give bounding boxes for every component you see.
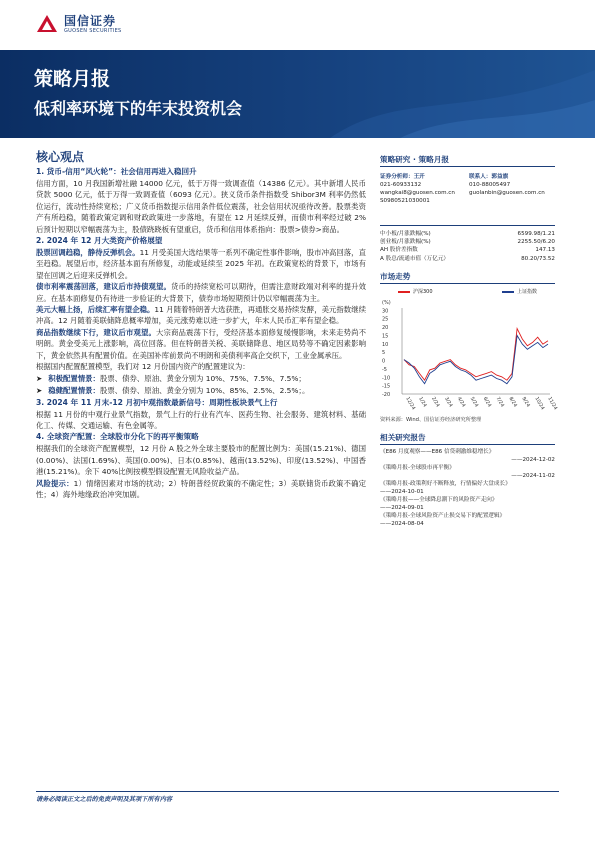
- main-column: [36, 148, 366, 500]
- y-tick-label: 15: [382, 333, 389, 340]
- analyst2-email[interactable]: guolanbin@guosen.com.cn: [469, 190, 545, 196]
- title-banner: [0, 50, 595, 138]
- stat-row: [380, 230, 555, 238]
- subheading-3: 3. 2024 年 11 月末-12 月初中观指数最新信号：周期性板块景气上行: [36, 397, 278, 407]
- logo-mark-icon: [36, 14, 58, 36]
- subheading-1: 1. 货币-信用“风火轮”：社会信用再进入稳回升: [36, 167, 197, 176]
- legend-item-index: [502, 288, 537, 296]
- market-trend-svg: [380, 298, 558, 416]
- x-tick-label: 10/24: [533, 396, 545, 411]
- x-tick-label: 7/24: [494, 396, 505, 409]
- market-chart-heading: 市场走势: [380, 271, 555, 284]
- stocks-text: 11 月受美国大选结果等一系列不确定性事件影响，股市冲高回落，直至趋稳。展望后市，经济基本面有所修复，动能或延续至 2025 年初。在政策宽松的背景下，市场有望在回调之后迎来反弹机会。: [36, 248, 366, 280]
- report-item[interactable]: [380, 480, 555, 496]
- stat-value: 6599.98/1.21: [517, 231, 555, 237]
- legend-swatch: [502, 291, 514, 293]
- stocks-label: 股票回调趋稳，静待反弹机会。: [36, 248, 140, 258]
- y-tick-label: 30: [382, 308, 389, 315]
- x-tick-label: 6/24: [481, 396, 492, 409]
- risk-text: 1）情绪因素对市场的扰动；2）特朗普经贸政策的不确定性；3）美联储货币政策不确定性；4）海外地缘政治冲突加剧。: [36, 478, 366, 499]
- analyst1-email[interactable]: wangkai8@guosen.com.cn: [380, 190, 455, 196]
- y-tick-label: 25: [382, 316, 389, 323]
- report-title: 《E86 月度观察——E86 信贷刺激维稳增长》: [380, 448, 495, 455]
- steady-label: 稳健配置情景：: [48, 385, 100, 395]
- x-tick-label: 12/24: [404, 396, 416, 411]
- logo-cn: 国信证券: [64, 14, 117, 28]
- usd-label: 美元大幅上扬，后续汇率有望企稳。: [36, 305, 155, 315]
- series-line-0: [404, 328, 548, 380]
- x-tick-label: 8/24: [507, 396, 518, 409]
- y-tick-label: 20: [382, 324, 389, 331]
- footer-divider: [36, 791, 559, 792]
- paragraph-credit: 信用方面，10 月我国新增社融 14000 亿元，低于万得一致调查值（14386 亿元）。其中新增人民币贷款 5000 亿元，低于万得一致调查值（6093 亿元）。狭义货币条件指数受 Shibor3M 利率仍然低位运行，流动性持续宽松；广义货币指数提示信用条件低位震荡，社会信用状况亟待改善。股票类资产有所趋稳，随着政策定调和财政政策进一步落地，有望在 12 月延续反弹，而债市利率经过破 2%后预计短期以窄幅震荡为主，股债跷跷板有望重启，货币和信用体系指向：股票>债券>商品。: [36, 179, 366, 234]
- aggressive-text: 股票、债券、原油、黄金分别为 10%、75%、7.5%、7.5%；: [99, 373, 306, 383]
- analysts: [380, 173, 555, 205]
- y-tick-label: -15: [382, 383, 391, 390]
- paragraph-bonds: [36, 281, 366, 304]
- logo-en: GUOSEN SECURITIES: [64, 28, 122, 34]
- bonds-text: 货币的持续宽松可以期待，但需注意财政端对利率的提升效应。在基本面修复仍有待进一步验证的大背景下，债券市场短期预计仍以窄幅震荡为主。: [36, 282, 366, 303]
- stat-row: [380, 255, 555, 263]
- paragraph-stocks: [36, 247, 366, 281]
- related-reports: [380, 448, 555, 528]
- report-title: 《策略月报-全球风险资产止损交易下的配置逻辑》: [380, 512, 506, 519]
- risk-label: 风险提示：: [36, 478, 74, 488]
- paragraph-allocation: 根据国内配置配置模型，我们对 12 月份国内资产的配置建议为：: [36, 362, 250, 372]
- banner-wave-decoration: [0, 50, 595, 138]
- stat-row: [380, 238, 555, 246]
- steady-text: 股票、债券、原油、黄金分别为 10%、85%、2.5%、2.5%；。: [99, 385, 310, 395]
- paragraph-risk: [36, 478, 366, 501]
- analyst2-label: 联系人：: [469, 174, 492, 180]
- report-type: 策略月报: [34, 68, 111, 90]
- stats-title: [380, 215, 555, 226]
- y-tick-label: -10: [382, 375, 391, 382]
- stat-label: 中小板/月涨跌幅(%): [380, 231, 431, 237]
- arrow-icon: ➤: [36, 373, 43, 383]
- legend-item-hs300: [398, 288, 433, 296]
- analyst1-label: 证券分析师：: [380, 174, 414, 180]
- y-tick-label: 10: [382, 341, 389, 348]
- legend-label: 沪深300: [413, 288, 433, 295]
- x-tick-label: 4/24: [455, 396, 466, 409]
- analyst-1: [380, 173, 466, 205]
- report-title: 《策略月报——全球降息潮下的风险资产走向》: [380, 496, 498, 503]
- usd-text: 11 月随着特朗普大选获胜，再通胀交易持续发酵，美元指数继续冲高。12 月随着美联储降息概率增加，美元涨势难以进一步扩大，年末人民币汇率有望企稳。: [36, 305, 366, 326]
- stat-label: AH 股价差指数: [380, 247, 418, 254]
- subheading-4: 4. 全球资产配置：全球股市分化下的再平衡策略: [36, 432, 199, 442]
- guosen-logo: [36, 14, 122, 36]
- x-tick-label: 5/24: [468, 396, 479, 409]
- section-title: 核心观点: [36, 150, 85, 164]
- report-date: ——2024-08-04: [380, 520, 424, 527]
- subheading-2: 2. 2024 年 12 月大类资产价格展望: [36, 236, 163, 246]
- x-tick-label: 11/24: [546, 396, 558, 411]
- side-heading: 策略研究 · 策略月报: [380, 154, 555, 167]
- bullet-steady: [36, 385, 366, 397]
- analyst-2: [469, 173, 555, 205]
- stat-row: [380, 246, 555, 254]
- stat-label: A 股总/流通市值（万亿元）: [380, 255, 450, 262]
- commodity-text: 大宗商品震荡下行，受经济基本面修复缓慢影响，未来走势尚不明朗。黄金受美元上涨影响，高位回落。但在特朗普关税、美联储降息、地区局势等不确定因素影响下，黄金依然具有配置价值。在美国补库前景尚不明朗和美债利率高企交织下，工业金属承压。: [36, 327, 366, 360]
- stat-value: 2255.50/6.20: [517, 239, 555, 246]
- bonds-label: 债市利率震荡回落，建议后市持债观望。: [36, 282, 172, 292]
- side-column: [380, 148, 558, 528]
- arrow-icon: ➤: [36, 385, 43, 395]
- commodity-label: 商品指数继续下行，建议后市观望。: [36, 327, 157, 337]
- report-date: ——2024-09-01: [380, 504, 424, 511]
- report-item[interactable]: [380, 448, 555, 464]
- report-title: 《策略月报-全球股市再平衡》: [380, 464, 455, 471]
- stat-value: 147.13: [535, 247, 555, 254]
- analyst2-name: 郭益旗: [491, 174, 509, 180]
- x-tick-label: 2/24: [430, 396, 440, 409]
- related-heading: 相关研究报告: [380, 432, 555, 445]
- paragraph-global: 根据我们的全球资产配置模型，12 月份 A 股之外全球主要股市的配置比例为：美国(15.21%)、德国(0.00%)、法国(1.69%)、英国(0.00%)、日本(0.85%)、越南(13.52%)、印度(13.52%)、中国香港(15.21%)。余下 40%比例按模型假设配置无风险收益产品。: [36, 444, 366, 477]
- analyst1-phone: 021-60933132: [380, 182, 422, 188]
- report-item[interactable]: [380, 496, 555, 512]
- stats-table: [380, 230, 555, 263]
- paragraph-commodity: [36, 327, 366, 361]
- report-date: ——2024-11-02: [511, 472, 555, 479]
- report-item[interactable]: [380, 512, 555, 528]
- x-tick-label: 9/24: [520, 396, 531, 409]
- report-title: 低利率环境下的年末投资机会: [34, 99, 243, 118]
- x-tick-label: 1/24: [417, 396, 427, 409]
- legend-label: 上证指数: [516, 288, 537, 295]
- chart-source: 资料来源：Wind、国信证券经济研究所整理: [380, 416, 482, 423]
- stat-label: 创业板/月涨跌幅(%): [380, 239, 431, 246]
- report-title: 《策略月报-政策利好不断释放，行情偏好大盘成长》: [380, 480, 511, 487]
- y-tick-label: 0: [382, 358, 386, 365]
- analyst1-cert: S0980521030001: [380, 198, 430, 204]
- x-tick-label: 3/24: [442, 396, 453, 409]
- stat-value: 80.20/73.52: [521, 255, 555, 262]
- y-tick-label: -20: [382, 391, 391, 398]
- paragraph-industry: 根据 11 月份的中观行业景气指数，景气上行的行业有汽车、医药生物、社会服务、建筑材料、基础化工、传媒、交通运输、有色金属等。: [36, 409, 366, 430]
- legend-swatch: [398, 291, 410, 293]
- analyst1-name: 王开: [413, 174, 425, 180]
- footer-disclaimer: 请务必阅读正文之后的免责声明及其项下所有内容: [36, 796, 173, 803]
- y-tick-label: -5: [382, 366, 387, 373]
- chart-legend: [380, 288, 555, 296]
- y-tick-label: (%): [382, 299, 391, 306]
- aggressive-label: 积极配置情景：: [48, 373, 100, 383]
- analyst2-phone: 010-88005497: [469, 182, 511, 188]
- market-trend-chart: [380, 298, 558, 416]
- report-date: ——2024-10-01: [380, 488, 424, 495]
- report-item[interactable]: [380, 464, 555, 480]
- report-date: ——2024-12-02: [511, 456, 555, 463]
- paragraph-usd: [36, 304, 366, 327]
- bullet-aggressive: [36, 373, 366, 385]
- y-tick-label: 5: [382, 349, 386, 356]
